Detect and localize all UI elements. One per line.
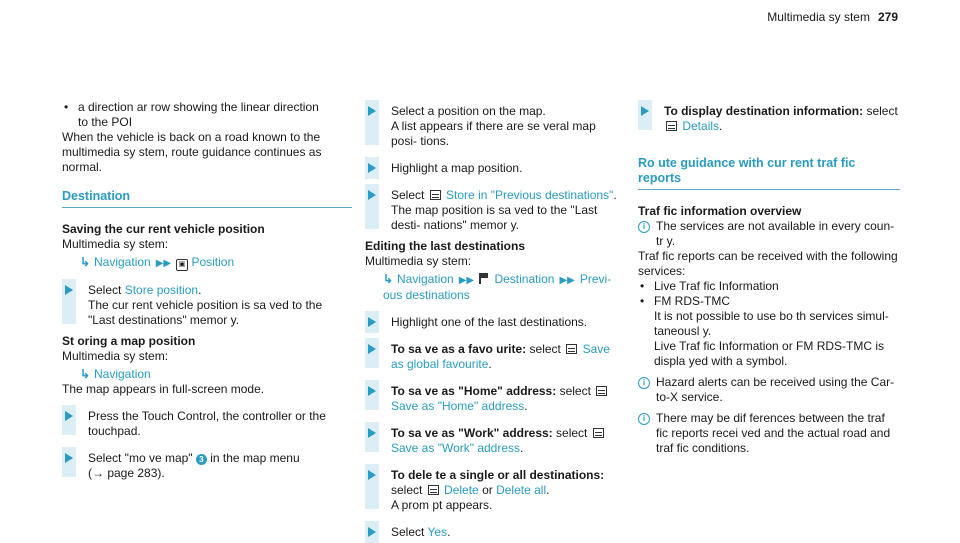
menu-link-navigation[interactable]: Navigation [397,272,454,286]
step-item: To sa ve as "Work" address: select Save as "Work" address. [365,426,623,456]
chevron-double-icon: ▶▶ [458,275,475,286]
list-item: • Live Traf fic Information [638,279,900,294]
menu-link-destination[interactable]: Destination [494,272,555,286]
flag-icon [479,273,491,284]
menu-link-previous-destinations[interactable]: Previ- ous destinations [383,272,612,302]
step-item: Highlight a map position. [365,161,623,176]
menu-icon [596,386,607,396]
menu-link-position[interactable]: Position [191,255,235,269]
save-work-link[interactable]: Save as "Work" address [391,441,521,455]
column-3 [638,100,900,456]
save-home-link[interactable]: Save as "Home" address [391,399,525,413]
list-item: • FM RDS-TMC It is not possible to use bo th services simul- taneousl y. Live Traf fic Information or FM RDS-TMC is displa yed with a symbol. [638,294,900,369]
step-arrow-icon [65,411,73,421]
step-item: Press the Touch Control, the controller or the touchpad. [62,409,352,439]
arrow-right-icon: ↳ [80,255,91,269]
info-note: i There may be dif ferences between the traf fic reports recei ved and the actual road and traf fic conditions. [638,411,900,456]
column-2 [365,100,623,540]
delete-link[interactable]: Delete [444,483,479,497]
info-icon: i [638,221,650,233]
store-position-link[interactable]: Store position [124,283,199,297]
subheading-save-position: Saving the cur rent vehicle position [62,222,265,236]
subheading-edit-destinations: Editing the last destinations [365,239,526,253]
number-badge: 3 [196,454,207,465]
step-arrow-icon [368,428,376,438]
save-favourite-link[interactable]: Save as global favourite [391,342,610,371]
step-item: To sa ve as a favo urite: select Save as global favourite. [365,342,623,372]
paragraph: When the vehicle is back on a road known to the multimedia sy stem, route guidance continues as normal. [62,130,322,174]
step-arrow-icon [641,106,649,116]
arrow-right-icon: ↳ [80,367,91,381]
chevron-double-icon: ▶▶ [559,275,575,286]
page-header [767,10,898,25]
step-arrow-icon [65,453,73,463]
section-heading-traffic: Ro ute guidance with cur rent traf fic reports [638,156,900,190]
paragraph: Traf fic reports can be received with the following services: [638,249,898,278]
step-arrow-icon [368,527,376,537]
list-item: • a direction ar row showing the linear direction to the POI [62,100,352,130]
step-item: To sa ve as "Home" address: select Save as "Home" address. [365,384,623,414]
step-item: To dele te a single or all destinations: select Delete or Delete all. A prom pt appears. [365,468,623,513]
paragraph: The map appears in full-screen mode. [62,382,265,396]
system-label: Multimedia sy stem: [62,349,169,363]
menu-path [365,272,623,303]
step-arrow-icon [368,470,376,480]
subheading-traffic-overview: Traf fic information overview [638,204,802,218]
car-icon: ▣ [176,259,188,271]
step-arrow-icon [368,344,376,354]
step-item: Select "mo ve map" 3 in the map menu (→ page 283). [62,451,352,481]
info-note: i The services are not available in every coun- tr y. [638,219,900,249]
step-arrow-icon [368,190,376,200]
menu-link-navigation[interactable]: Navigation [94,255,151,269]
step-item: Highlight one of the last destinations. [365,315,623,330]
step-arrow-icon [368,106,376,116]
header-title: Multimedia sy stem [767,10,870,24]
column-1 [62,100,352,481]
store-previous-link[interactable]: Store in "Previous destinations" [446,188,614,202]
menu-path [62,367,352,382]
step-arrow-icon [65,285,73,295]
step-item: Select Store position. The cur rent vehicle position is sa ved to the "Last destinations" memor y. [62,283,352,328]
system-label: Multimedia sy stem: [365,254,472,268]
step-item: Select Store in "Previous destinations". The map position is sa ved to the "Last desti- nations" memor y. [365,188,623,233]
menu-icon [428,485,439,495]
step-item: Select Yes. [365,525,623,540]
menu-icon [593,428,604,438]
step-arrow-icon [368,163,376,173]
info-icon: i [638,413,650,425]
chevron-double-icon: ▶▶ [155,258,172,269]
subheading-store-map: St oring a map position [62,334,196,348]
section-heading-destination: Destination [62,189,352,208]
menu-path [62,255,352,271]
details-link[interactable]: Details [682,119,720,133]
step-arrow-icon [368,317,376,327]
info-icon: i [638,377,650,389]
menu-icon [666,121,677,131]
arrow-right-icon: ↳ [383,272,394,286]
step-item: To display destination information: select Details. [638,104,900,134]
menu-link-navigation[interactable]: Navigation [94,367,151,381]
step-item: Select a position on the map. A list appears if there are se veral map posi- tions. [365,104,623,149]
yes-link[interactable]: Yes [427,525,448,539]
menu-icon [430,190,441,200]
delete-all-link[interactable]: Delete all [496,483,547,497]
info-note: i Hazard alerts can be received using the Car- to-X service. [638,375,900,405]
step-arrow-icon [368,386,376,396]
page-number: 279 [877,10,898,24]
system-label: Multimedia sy stem: [62,237,169,251]
menu-icon [566,344,577,354]
